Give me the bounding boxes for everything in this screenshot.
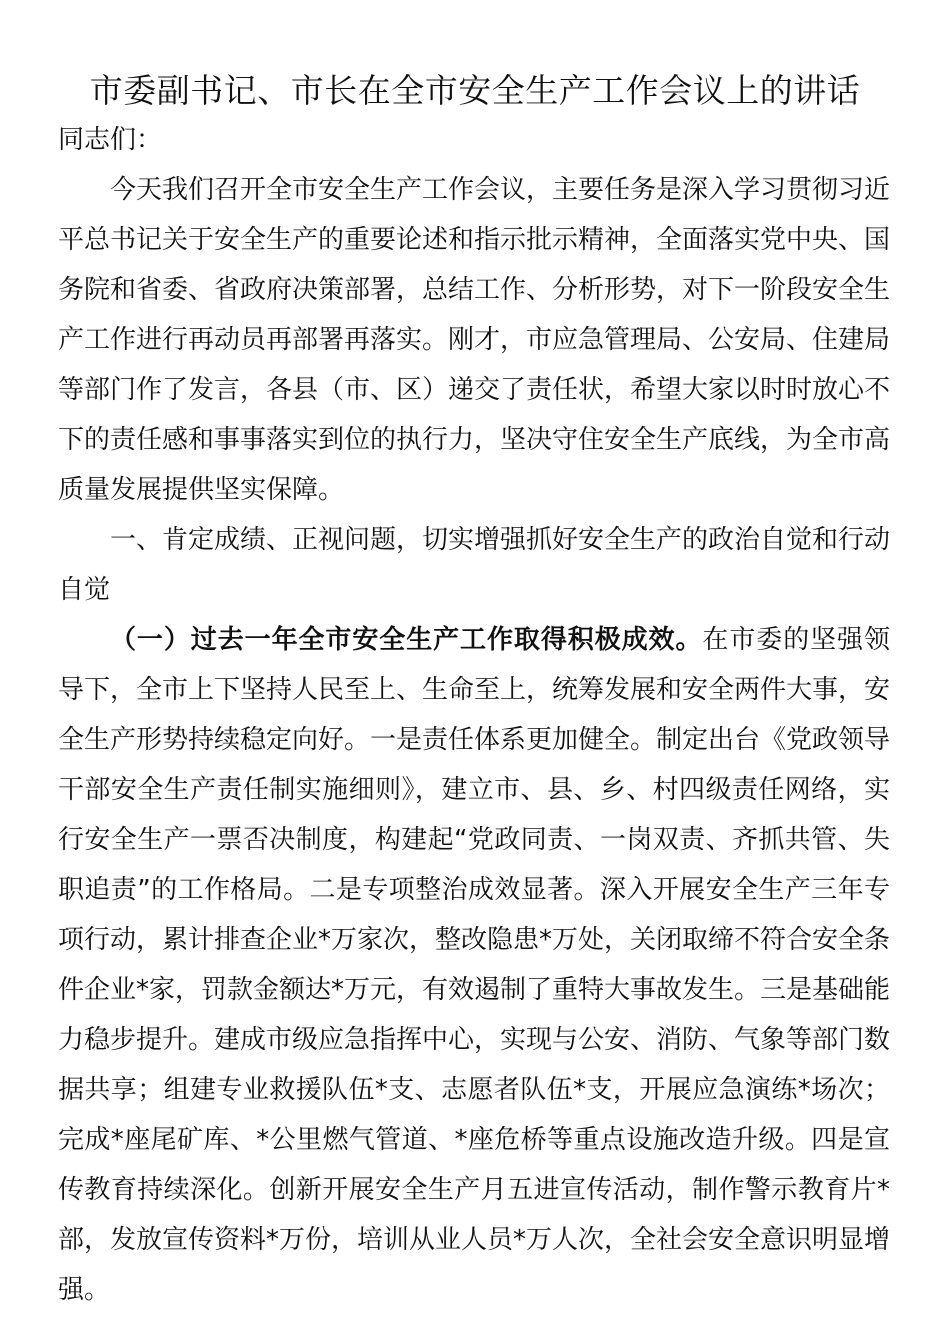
salutation: 同志们： bbox=[58, 125, 163, 155]
subsection-heading: （一）过去一年全市安全生产工作取得积极成效。 bbox=[110, 625, 703, 655]
subsection-paragraph bbox=[58, 615, 890, 1315]
intro-paragraph: 今天我们召开全市安全生产工作会议，主要任务是深入学习贯彻习近平总书记关于安全生产的重要论述和指示批示精神，全面落实党中央、国务院和省委、省政府决策部署，总结工作、分析形势，对下一阶段安全生产工作进行再动员再部署再落实。刚才，市应急管理局、公安局、住建局等部门作了发言，各县（市、区）递交了责任状，希望大家以时时放心不下的责任感和事事落实到位的执行力，坚决守住安全生产底线，为全市高质量发展提供坚实保障。 bbox=[58, 175, 891, 505]
subsection-text: 在市委的坚强领导下，全市上下坚持人民至上、生命至上，统筹发展和安全两件大事，安全生产形势持续稳定向好。一是责任体系更加健全。制定出台《党政领导干部安全生产责任制实施细则》，建立市、县、乡、村四级责任网络，实行安全生产一票否决制度，构建起“党政同责、一岗双责、齐抓共管、失职追责”的工作格局。二是专项整治成效显著。深入开展安全生产三年专项行动，累计排查企业*万家次，整改隐患*万处，关闭取缔不符合安全条件企业*家，罚款金额达*万元，有效遏制了重特大事故发生。三是基础能力稳步提升。建成市级应急指挥中心，实现与公安、消防、气象等部门数据共享；组建专业救援队伍*支、志愿者队伍*支，开展应急演练*场次；完成*座尾矿库、*公里燃气管道、*座危桥等重点设施改造升级。四是宣传教育持续深化。创新开展安全生产月五进宣传活动，制作警示教育片*部，发放宣传资料*万份，培训从业人员*万人次，全社会安全意识明显增强。 bbox=[58, 625, 891, 1305]
document-body bbox=[58, 115, 890, 1315]
section-one-heading: 一、肯定成绩、正视问题，切实增强抓好安全生产的政治自觉和行动自觉 bbox=[58, 525, 891, 605]
document-title: 市委副书记、市长在全市安全生产工作会议上的讲话 bbox=[89, 71, 861, 110]
